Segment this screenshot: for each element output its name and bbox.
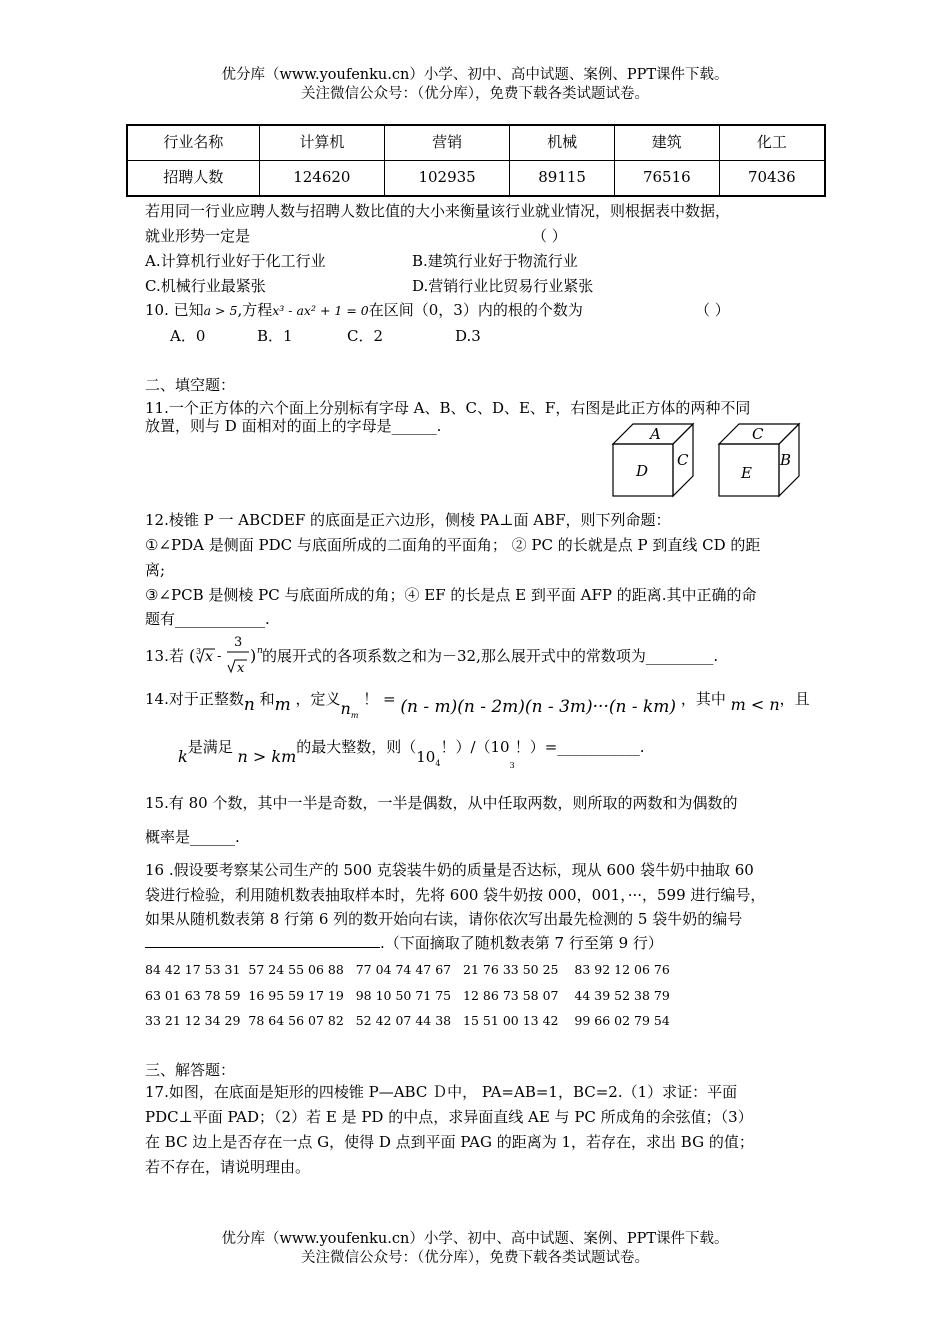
q15-line-1: 15.有 80 个数，其中一半是奇数，一半是偶数，从中任取两数，则所取的两数和为偶数的: [145, 794, 738, 812]
q12-line-2: ①∠PDA 是侧面 PDC 与底面所成的二面角的平面角； ② PC 的长就是点 P 到直线 CD 的距: [145, 536, 761, 554]
table-cell: 89115: [510, 161, 615, 197]
q9-text-1: 若用同一行业应聘人数与招聘人数比值的大小来衡量该行业就业情况，则根据表中数据，: [145, 202, 731, 220]
q10-option-c: C．2: [347, 327, 384, 345]
cube-1-figure: [608, 420, 698, 500]
q10-mid: ,方程: [237, 301, 273, 319]
cube-2-top-label: C: [752, 425, 764, 443]
q14-text-f: ，且: [779, 690, 810, 708]
q10-option-b: B．1: [257, 327, 293, 345]
q17-line-1: 17.如图，在底面是矩形的四棱锥 P—ABC Ｄ中， PA=AB=1，BC=2.（1）求证：平面: [145, 1083, 738, 1101]
table-row: [127, 125, 825, 161]
q14-formula: (n - m)(n - 2m)(n - 3m)···(n - km): [400, 697, 677, 717]
q10-option-a: A．0: [170, 327, 206, 345]
q17-line-3: 在 BC 边上是否存在一点 G，使得 D 点到平面 PAG 的距离为 1，若存在，求出 BG 的值；: [145, 1133, 754, 1151]
q9-option-b: B.建筑行业好于物流行业: [412, 252, 578, 270]
q10-answer-paren: （ ）: [695, 301, 730, 319]
table-header-cell: 机械: [510, 125, 615, 161]
svg-text:3: 3: [234, 635, 243, 650]
svg-text:(: (: [189, 646, 196, 665]
header-line-2: 关注微信公众号：（优分库），免费下载各类试题试卷。: [301, 86, 649, 102]
table-header-cell: 营销: [384, 125, 509, 161]
q10-condition: a > 5: [203, 303, 238, 318]
cube-2-side-label: B: [780, 451, 792, 469]
svg-text:x: x: [205, 649, 213, 665]
q14-text-j: ！）=___________.: [514, 738, 645, 756]
q16-line-3: 如果从随机数表第 8 行第 6 列的数开始向右读，请你依次写出最先检测的 5 袋牛奶的编号: [145, 910, 743, 928]
section-2-title: 二、填空题：: [145, 376, 236, 394]
q14-text-g: 是满足: [187, 738, 233, 756]
cube-1-top-label: A: [650, 425, 661, 443]
q14-text-i: ！）/（10: [440, 738, 510, 756]
table-cell: 124620: [259, 161, 384, 197]
q13-prefix: 13.若: [145, 647, 184, 665]
recruitment-table: [126, 124, 826, 197]
table-cell: 76516: [614, 161, 719, 197]
q14-text-b: 和: [259, 690, 275, 708]
table-cell: 102935: [384, 161, 509, 197]
random-table-row-7: 84 42 17 53 31 57 24 55 06 88 77 04 74 47 67 21 76 33 50 25 83 92 12 06 76: [145, 962, 670, 977]
q9-answer-paren: （ ）: [532, 227, 567, 245]
table-header-cell: 计算机: [259, 125, 384, 161]
q9-text-2: 就业形势一定是: [145, 227, 251, 245]
q16-line-4-text: .（下面摘取了随机数表第 7 行至第 9 行）: [380, 934, 663, 952]
cube-2-front-label: E: [741, 464, 752, 482]
svg-text:): ): [250, 646, 257, 665]
table-header-cell: 化工: [719, 125, 825, 161]
q10-equation: x³ - ax² + 1 = 0: [272, 303, 369, 318]
q14-line-2: k是满足 n > km的最大整数，则（$10_4$！）$/(10_3$！）=___________.: [178, 738, 645, 770]
footer-line-2: 关注微信公众号：（优分库），免费下载各类试题试卷。: [301, 1250, 649, 1266]
table-row: [127, 161, 825, 197]
q14-text-d: ！ =: [363, 690, 396, 708]
table-header-cell: 行业名称: [127, 125, 259, 161]
q14-line-1: 14.对于正整数n 和m ，定义$n_m$ ！ = (n - m)(n - 2m)(n - 3m)···(n - km) ，其中 m < n，且: [145, 690, 810, 721]
q14-text-a: 14.对于正整数: [145, 690, 244, 708]
q9-option-a: A.计算机行业好于化工行业: [145, 252, 326, 270]
q14-text-c: ，定义: [295, 690, 341, 708]
q10-stem: [145, 299, 583, 322]
q10-prefix: 10. 已知: [145, 301, 204, 319]
section-3-title: 三、解答题：: [145, 1061, 236, 1079]
q17-line-2: PDC⊥平面 PAD；（2）若 E 是 PD 的中点，求异面直线 AE 与 PC 所成角的余弦值；（3）: [145, 1108, 753, 1126]
q16-line-1: 16 .假设要考察某公司生产的 500 克袋装牛奶的质量是否达标，现从 600 袋牛奶中抽取 60: [145, 861, 754, 879]
cube-1-side-label: C: [677, 451, 689, 469]
cube-2-figure: [714, 420, 804, 500]
q10-suffix: 在区间（0，3）内的根的个数为: [368, 301, 583, 319]
q17-line-4: 若不存在，请说明理由。: [145, 1158, 311, 1176]
table-cell: 招聘人数: [127, 161, 259, 197]
q12-line-4: ③∠PCB 是侧棱 PC 与底面所成的角；④ EF 的长是点 E 到平面 AFP 的距离.其中正确的命: [145, 586, 757, 604]
svg-text:-: -: [217, 649, 222, 664]
q9-option-c: C.机械行业最紧张: [145, 277, 266, 295]
q16-line-4: [145, 932, 663, 955]
q11-line-2: 放置，则与 D 面相对的面上的字母是______.: [145, 417, 442, 435]
q14-text-h: 的最大整数，则（: [296, 738, 417, 756]
q13-formula: [187, 632, 267, 678]
cube-1-front-label: D: [636, 462, 649, 480]
q12-line-5: 题有____________.: [145, 610, 270, 628]
q11-line-1: 11.一个正方体的六个面上分别标有字母 A、B、C、D、E、F，右图是此正方体的两种不同: [145, 399, 751, 417]
header-line-1: 优分库（www.youfenku.cn）小学、初中、高中试题、案例、PPT课件下载。: [221, 67, 729, 83]
q13-suffix: 的展开式的各项系数之和为－32,那么展开式中的常数项为_________.: [262, 647, 719, 665]
q12-line-3: 离;: [145, 561, 166, 579]
q9-option-d: D.营销行业比贸易行业紧张: [412, 277, 594, 295]
q14-condition: m < n: [730, 695, 780, 714]
svg-text:n: n: [257, 646, 263, 656]
q14-condition-2: n > km: [237, 747, 297, 766]
random-table-row-9: 33 21 12 34 29 78 64 56 07 82 52 42 07 44 38 15 51 00 13 42 99 66 02 79 54: [145, 1013, 670, 1028]
q15-line-2: 概率是______.: [145, 828, 240, 846]
q16-line-2: 袋进行检验，利用随机数表抽取样本时，先将 600 袋牛奶按 000，001，···，599 进行编号，: [145, 886, 766, 904]
q14-text-e: ，其中: [680, 690, 726, 708]
footer-line-1: 优分库（www.youfenku.cn）小学、初中、高中试题、案例、PPT课件下载。: [221, 1231, 729, 1247]
svg-text:x: x: [237, 661, 245, 676]
table-header-cell: 建筑: [614, 125, 719, 161]
random-table-row-8: 63 01 63 78 59 16 95 59 17 19 98 10 50 71 75 12 86 73 58 07 44 39 52 38 79: [145, 988, 670, 1003]
q10-option-d: D.3: [455, 327, 481, 345]
svg-text:3: 3: [196, 647, 202, 656]
q16-answer-blank: [145, 947, 380, 948]
table-cell: 70436: [719, 161, 825, 197]
q12-line-1: 12.棱锥 P 一 ABCDEF 的底面是正六边形，侧棱 PA⊥面 ABF，则下列命题：: [145, 511, 671, 529]
